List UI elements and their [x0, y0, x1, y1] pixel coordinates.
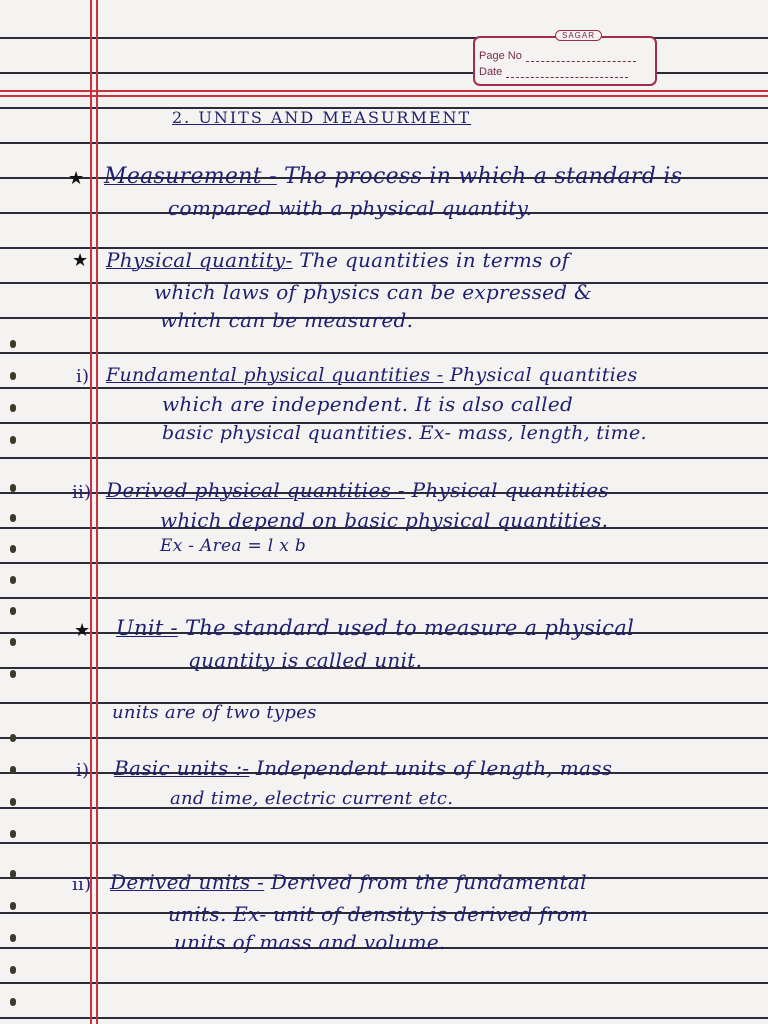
binding-hole	[10, 830, 16, 838]
top-margin-line-2	[0, 95, 768, 97]
unit-line1: The standard used to measure a physical	[184, 616, 635, 640]
binding-hole	[10, 934, 16, 942]
binding-hole	[10, 734, 16, 742]
binding-hole	[10, 998, 16, 1006]
physical-quantity-line2: which laws of physics can be expressed &	[154, 280, 593, 304]
measurement-line1: The process in which a standard is	[284, 164, 683, 189]
binding-hole	[10, 514, 16, 522]
binding-hole	[10, 638, 16, 646]
date-label: Date	[479, 66, 503, 78]
unit-line2: quantity is called unit.	[188, 648, 423, 672]
binding-hole	[10, 436, 16, 444]
date-field	[506, 77, 628, 78]
page-no-field	[526, 61, 636, 62]
derived-units-definition	[110, 870, 587, 894]
physical-quantity-term: Physical quantity-	[106, 248, 293, 272]
derived-units-term: Derived units -	[110, 870, 265, 894]
measurement-line2: compared with a physical quantity.	[168, 196, 533, 220]
stamp-brand: SAGAR	[555, 30, 602, 41]
binding-hole	[10, 766, 16, 774]
binding-hole	[10, 404, 16, 412]
measurement-definition	[104, 164, 682, 189]
physical-quantity-definition	[106, 248, 569, 272]
star-bullet: ★	[74, 620, 91, 641]
derived-line1: Physical quantities	[411, 478, 609, 502]
derived-example: Ex - Area = l x b	[160, 536, 307, 556]
fundamental-line1: Physical quantities	[449, 364, 638, 386]
binding-hole	[10, 545, 16, 553]
binding-hole	[10, 340, 16, 348]
bullet-ii: ii)	[72, 482, 92, 503]
basic-units-line2: and time, electric current etc.	[170, 788, 454, 809]
derived-units-line3: units of mass and volume.	[174, 930, 446, 954]
derived-units-line1: Derived from the fundamental	[270, 870, 587, 894]
basic-units-definition	[114, 756, 612, 780]
bullet-i: i)	[76, 366, 90, 387]
fundamental-line2: which are independent. It is also called	[162, 392, 574, 416]
binding-hole	[10, 576, 16, 584]
binding-hole	[10, 484, 16, 492]
unit-term: Unit -	[116, 616, 178, 640]
top-margin-line	[0, 90, 768, 92]
left-margin-line	[90, 0, 92, 1024]
star-bullet: ★	[72, 250, 89, 271]
derived-term: Derived physical quantities -	[106, 478, 405, 502]
fundamental-term: Fundamental physical quantities -	[106, 364, 444, 386]
bullet-i: i)	[76, 760, 90, 781]
derived-units-line2: units. Ex- unit of density is derived from	[168, 902, 589, 926]
binding-hole	[10, 902, 16, 910]
unit-definition	[116, 616, 634, 640]
basic-units-line1: Independent units of length, mass	[256, 756, 613, 780]
derived-definition	[106, 478, 609, 502]
fundamental-definition	[106, 364, 638, 386]
physical-quantity-line3: which can be measured.	[160, 308, 414, 332]
page-no-label: Page No	[479, 50, 522, 62]
basic-units-term: Basic units :-	[114, 756, 250, 780]
physical-quantity-line1: The quantities in terms of	[299, 248, 570, 272]
binding-hole	[10, 870, 16, 878]
binding-hole	[10, 372, 16, 380]
page-title: 2. UNITS AND MEASURMENT	[172, 108, 472, 127]
binding-hole	[10, 607, 16, 615]
binding-hole	[10, 670, 16, 678]
binding-hole	[10, 798, 16, 806]
star-bullet: ★	[68, 168, 85, 189]
measurement-term: Measurement -	[104, 164, 277, 189]
unit-types-line: units are of two types	[112, 702, 317, 723]
left-margin-line-2	[96, 0, 98, 1024]
binding-hole	[10, 966, 16, 974]
fundamental-line3: basic physical quantities. Ex- mass, length, time.	[162, 422, 647, 444]
page-date-stamp	[473, 31, 657, 86]
bullet-ii: ii)	[72, 874, 92, 895]
derived-line2: which depend on basic physical quantities.	[160, 508, 609, 532]
